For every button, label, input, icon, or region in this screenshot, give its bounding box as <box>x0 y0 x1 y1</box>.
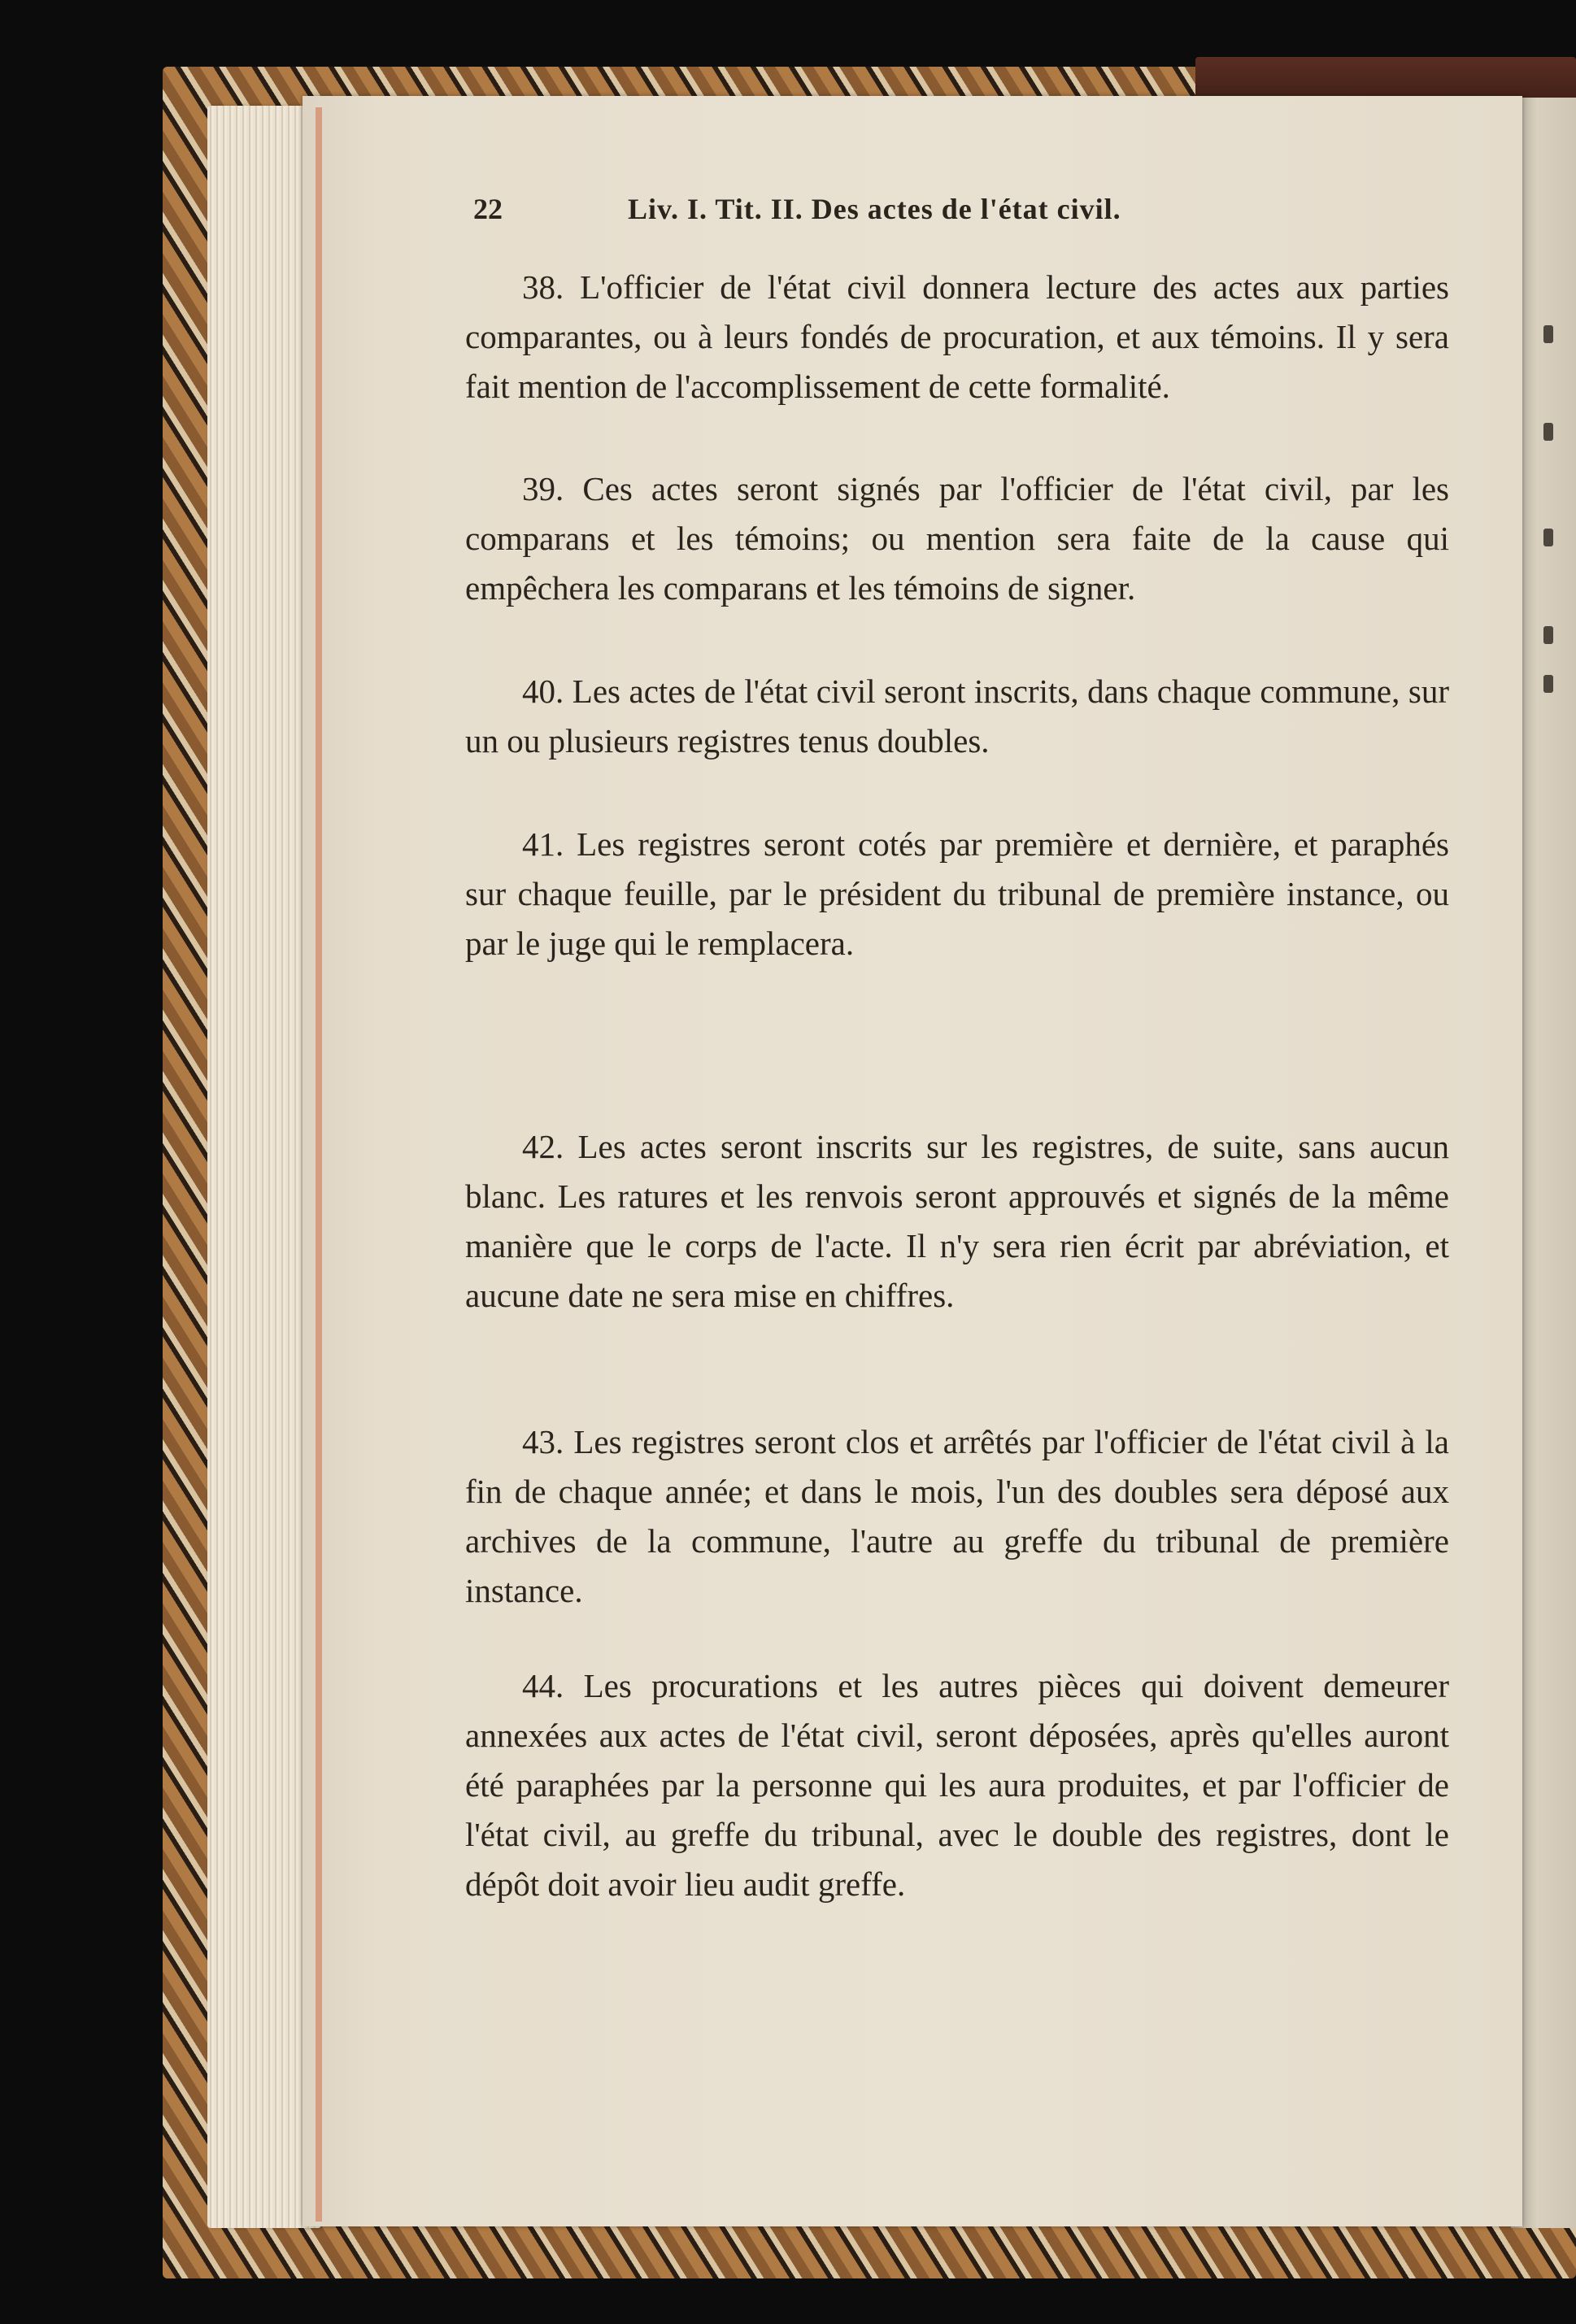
article-text: Les actes seront inscrits sur les registres, de suite, sans aucun blanc. Les ratures et les renvois seront approuvés et signés de la même manière que le corps de l'acte. Il n'y sera rien écrit par abréviation, et aucune date ne sera mise en chiffres. <box>465 1128 1450 1314</box>
page-number: 22 <box>473 193 503 225</box>
article-text: Les actes de l'état civil seront inscrits, dans chaque commune, sur un ou plusieurs registres tenus doubles. <box>465 672 1449 759</box>
article-44 <box>465 1661 1449 1909</box>
red-page-edge <box>316 107 322 2222</box>
facing-page-glyph <box>1543 423 1553 441</box>
article-41 <box>465 820 1449 968</box>
article-text: Les procurations et les autres pièces qui doivent demeurer annexées aux actes de l'état civil, seront déposées, après qu'elles auront été paraphées par la personne qui les aura produites, et par l'officier de l'état civil, au greffe du tribunal, avec le double des registres, dont le dépôt doit avoir lieu audit greffe. <box>465 1667 1450 1903</box>
facing-page-glyph <box>1543 675 1553 693</box>
article-43 <box>465 1417 1449 1616</box>
article-text: Les registres seront clos et arrêtés par l'officier de l'état civil à la fin de chaque année; et dans le mois, l'un des doubles sera déposé aux archives de la commune, l'autre au greffe du tribunal de première instance. <box>465 1423 1450 1609</box>
article-40 <box>465 667 1449 766</box>
article-number: 40. <box>522 672 564 710</box>
running-header <box>465 192 1449 233</box>
article-39 <box>465 464 1449 613</box>
article-text: Les registres seront cotés par première et dernière, et paraphés sur chaque feuille, par le président du tribunal de première instance, ou par le juge qui le remplacera. <box>465 825 1449 962</box>
article-42 <box>465 1122 1449 1321</box>
article-number: 44. <box>522 1667 564 1704</box>
article-number: 39. <box>522 470 564 507</box>
facing-page-glyph <box>1543 325 1553 343</box>
article-number: 43. <box>522 1423 564 1460</box>
article-number: 41. <box>522 825 564 863</box>
article-number: 38. <box>522 268 564 306</box>
article-38 <box>465 263 1449 411</box>
article-text: Ces actes seront signés par l'officier de l'état civil, par les comparans et les témoins; ou mention sera faite de la cause qui empêchera les comparans et les témoins de signer. <box>465 470 1450 607</box>
article-text: L'officier de l'état civil donnera lecture des actes aux parties comparantes, ou à leurs fondés de procuration, et aux témoins. Il y sera fait mention de l'accomplissement de cette formalité. <box>465 268 1449 405</box>
facing-page-glyph <box>1543 626 1553 644</box>
book-page <box>303 96 1522 2226</box>
article-number: 42. <box>522 1128 564 1165</box>
running-title: Liv. I. Tit. II. Des actes de l'état civil. <box>628 193 1121 225</box>
facing-page-glyph <box>1543 529 1553 546</box>
